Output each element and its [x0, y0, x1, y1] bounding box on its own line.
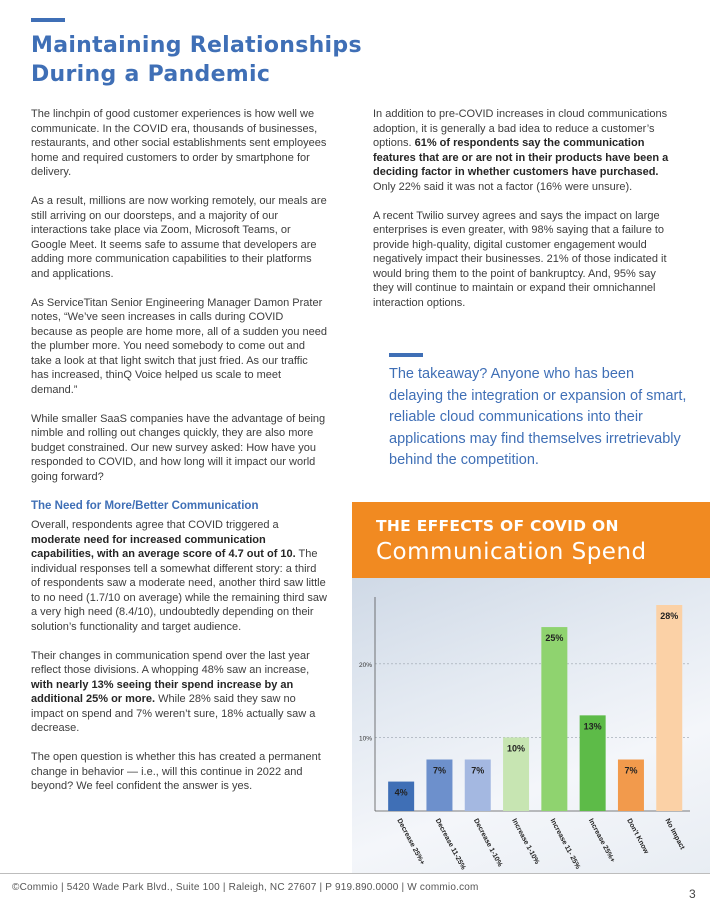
page-title-line-2: During a Pandemic: [31, 62, 271, 87]
bar-value-label: 25%: [545, 633, 564, 644]
takeaway-accent-bar: [389, 353, 423, 357]
x-tick-label: Decrease 25%+: [395, 817, 426, 867]
footer-rule: [0, 873, 710, 874]
rp1-text-c: Only 22% said it was not a factor (16% were unsure).: [373, 180, 633, 193]
x-tick-label: Decrease 1-10%: [471, 817, 504, 869]
footer-contact: ©Commio | 5420 Wade Park Blvd., Suite 100 | Raleigh, NC 27607 | P 919.890.0000 | W commio.com: [12, 882, 479, 893]
left-paragraph-7: The open question is whether this has created a permanent change in behavior — i.e., will this continue in 2022 and beyond? We feel confident the answer is yes.: [31, 751, 321, 792]
bar-value-label: 7%: [432, 765, 446, 776]
chart-kicker: THE EFFECTS OF COVID ON: [376, 517, 619, 535]
left-paragraph-5: [31, 518, 327, 634]
right-paragraph-1: [373, 107, 675, 194]
left-paragraph-3: As ServiceTitan Senior Engineering Manager Damon Prater notes, “We’ve seen increases in calls during COVID because as people are home more, all of a sudden you need the plumber more. You need somebody to come out and take a look at that light switch that just fried. As our traffic has increased, thinQ Voice helped us scale to meet demand.”: [31, 296, 327, 396]
x-tick-label: Increase 1-10%: [510, 817, 541, 866]
right-column: [373, 107, 675, 325]
page-title-line-1: Maintaining Relationships: [31, 33, 362, 58]
y-tick-label: 10%: [358, 735, 372, 743]
p6-text-c: While 28% said they saw no impact on spend and 7% weren’t sure, 18% actually saw a decrease.: [31, 693, 316, 734]
x-tick-label: Don't Know: [625, 817, 650, 856]
x-tick-label: Increase 25%+: [586, 817, 616, 864]
y-tick-label: 20%: [358, 661, 372, 669]
rp1-emphasis: 61% of respondents say the communication features that are or are not in their products have been a deciding factor in whether customers have purchased.: [373, 137, 669, 178]
left-paragraph-1: The linchpin of good customer experiences is how well we communicate. In the COVID era, thousands of businesses, restaurants, and other social establishments sent employees home and required customers to order by smartphone for delivery.: [31, 108, 327, 178]
left-paragraph-4: While smaller SaaS companies have the advantage of being nimble and rolling out changes quickly, they are also more budget constrained. Our new survey asked: How have you responded to COVID, and how long will it impact our world going forward?: [31, 412, 326, 483]
bar-value-label: 7%: [471, 765, 485, 776]
section-heading: The Need for More/Better Communication: [31, 499, 259, 512]
bar-value-label: 28%: [660, 611, 679, 621]
left-column: [31, 107, 327, 808]
rp1-text-a: In addition to pre-COVID increases in cloud communications adoption, it is generally a bad idea to reduce a customer’s options.: [373, 108, 668, 149]
x-tick-label: Decrease 11-25%: [433, 817, 467, 872]
bar-value-label: 10%: [507, 743, 526, 754]
p5-emphasis: moderate need for increased communication capabilities, with an average score of 4.7 out of 10.: [31, 533, 296, 560]
left-paragraph-6: [31, 649, 327, 736]
p5-text-a: Overall, respondents agree that COVID triggered a: [31, 519, 279, 531]
chart-title: Communication Spend: [376, 539, 647, 565]
x-tick-label: Increase 11- 25%: [548, 817, 582, 871]
bar-value-label: 7%: [624, 765, 638, 776]
page-number: 3: [689, 887, 696, 901]
bar-value-label: 4%: [394, 787, 408, 798]
p6-emphasis: with nearly 13% seeing their spend increase by an additional 25% or more.: [31, 678, 294, 705]
left-paragraph-2: As a result, millions are now working remotely, our meals are still arriving on our doorsteps, and a majority of our interactions take place via Zoom, Microsoft Teams, or Google Meet. It seems safe to assume that developers are adding more communication capabilities to their platforms and applications.: [31, 195, 327, 280]
takeaway-quote: The takeaway? Anyone who has been delaying the integration or expansion of smart, reliable cloud communications into their applications may find themselves irretrievably behind the competition.: [389, 366, 687, 468]
bar: [541, 627, 567, 811]
p5-text-c: The individual responses tell a somewhat different story: a third of respondents saw a moderate need, another third saw little to no need (1.7/10 on average) while the remaining third saw a very high need (8.4/10), undoubtedly depending on their solution’s functionality and target audience.: [31, 548, 327, 633]
bar: [656, 605, 682, 811]
bar-chart: [352, 502, 710, 874]
title-accent-bar: [31, 18, 65, 22]
x-tick-label: No Impact: [663, 817, 686, 851]
chart-panel: [352, 502, 710, 874]
page-title: [31, 31, 451, 89]
p6-text-a: Their changes in communication spend over the last year reflect those divisions. A whopping 48% saw an increase,: [31, 649, 310, 676]
bar-value-label: 13%: [583, 721, 602, 732]
right-paragraph-2: A recent Twilio survey agrees and says the impact on large enterprises is even greater, with 98% saying that a failure to provide high-quality, digital customer engagement would negatively impact their businesses. 21% of those indicated it would bring them to the point of bankruptcy. And, 95% say they will continue to maintain or expand their omnichannel interaction options.: [373, 209, 667, 309]
